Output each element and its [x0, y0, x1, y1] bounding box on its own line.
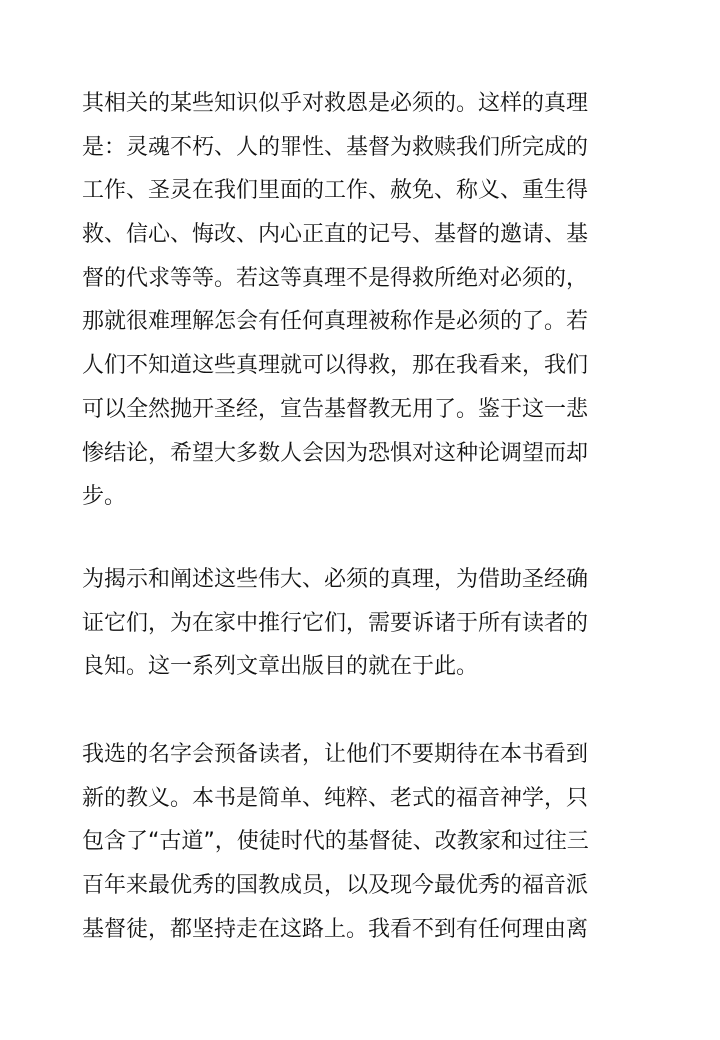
text-line: 包含了“古道”，使徒时代的基督徒、改教家和过往三 — [82, 829, 589, 855]
text-line: 其相关的某些知识似乎对救恩是必须的。这样的真理 — [82, 91, 589, 116]
text-line: 那就很难理解怎会有任何真理被称作是必须的了。若 — [82, 309, 589, 335]
text-line: 良知。这一系列文章出版目的就在于此。 — [82, 654, 479, 680]
text-line: 步。 — [82, 484, 127, 510]
paragraph-1 — [82, 82, 642, 519]
text-line: 基督徒，都坚持走在这路上。我看不到有任何理由离 — [82, 916, 589, 942]
text-line: 证它们，为在家中推行它们，需要诉诸于所有读者的 — [82, 610, 589, 636]
text-line: 是：灵魂不朽、人的罪性、基督为救赎我们所完成的 — [82, 134, 589, 160]
text-line: 新的教义。本书是简单、纯粹、老式的福音神学，只 — [82, 785, 589, 811]
text-line: 工作、圣灵在我们里面的工作、赦免、称义、重生得 — [82, 178, 589, 204]
text-line: 督的代求等等。若这等真理不是得救所绝对必须的， — [82, 265, 589, 291]
text-line: 惨结论，希望大多数人会因为恐惧对这种论调望而却 — [82, 440, 589, 466]
paragraph-2 — [82, 558, 642, 689]
text-line: 我选的名字会预备读者，让他们不要期待在本书看到 — [82, 742, 589, 767]
text-line: 救、信心、悔改、内心正直的记号、基督的邀请、基 — [82, 222, 589, 248]
text-line: 人们不知道这些真理就可以得救，那在我看来，我们 — [82, 353, 589, 379]
text-line: 百年来最优秀的国教成员，以及现今最优秀的福音派 — [82, 873, 589, 899]
text-line: 为揭示和阐述这些伟大、必须的真理，为借助圣经确 — [82, 567, 589, 592]
paragraph-3 — [82, 733, 642, 951]
text-line: 可以全然抛开圣经，宣告基督教无用了。鉴于这一悲 — [82, 396, 589, 422]
